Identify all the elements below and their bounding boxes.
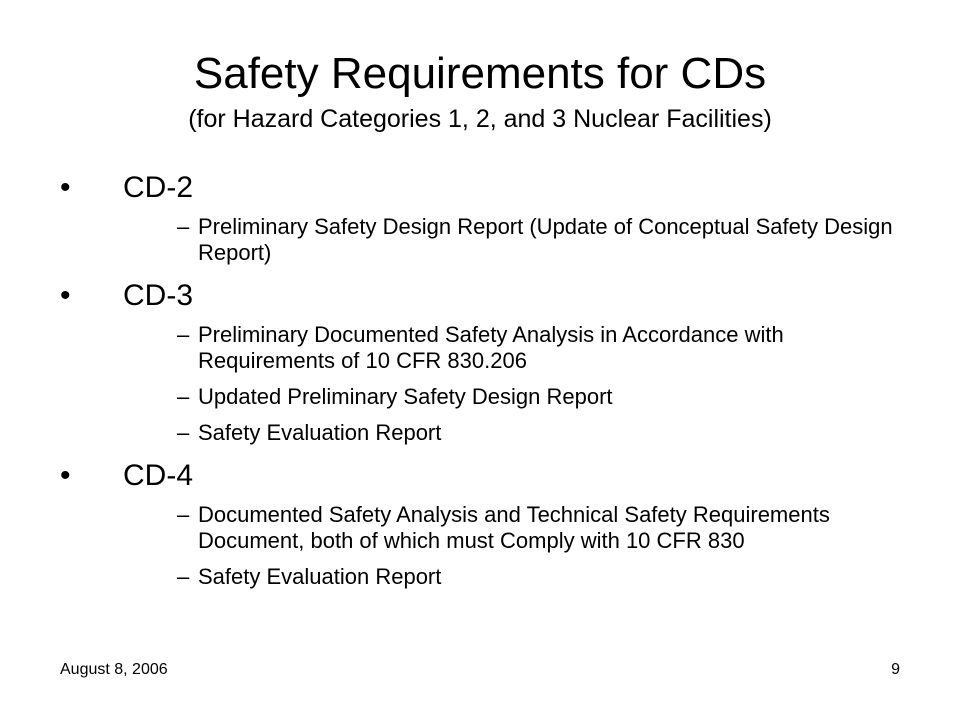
- sub-item-text: Safety Evaluation Report: [198, 564, 442, 589]
- sub-item-text: Preliminary Documented Safety Analysis in Accordance with Requirements of 10 CFR 830.206: [198, 322, 784, 373]
- sub-marker: –: [177, 420, 190, 445]
- slide-subtitle: (for Hazard Categories 1, 2, and 3 Nuclear Facilities): [188, 105, 772, 133]
- footer-date: August 8, 2006: [60, 661, 168, 678]
- sub-item-text: Updated Preliminary Safety Design Report: [198, 384, 613, 409]
- bullet-item-cd2: [60, 168, 910, 266]
- title-block: [40, 48, 920, 134]
- sub-list: [123, 502, 910, 590]
- page-number: 9: [891, 661, 900, 678]
- sub-item-text: Preliminary Safety Design Report (Update of Conceptual Safety Design Report): [198, 214, 893, 265]
- sub-item: [123, 214, 910, 266]
- sub-item-text: Documented Safety Analysis and Technical Safety Requirements Document, both of which must Comply with 10 CFR 830: [198, 502, 830, 553]
- bullet-label: CD-4: [123, 459, 194, 492]
- bullet-marker: •: [60, 279, 71, 312]
- sub-item: [123, 384, 910, 410]
- bullet-marker: •: [60, 459, 71, 492]
- sub-item-text: Safety Evaluation Report: [198, 420, 442, 445]
- sub-item: [123, 420, 910, 446]
- sub-marker: –: [177, 214, 190, 239]
- slide-title: Safety Requirements for CDs: [193, 49, 767, 98]
- sub-marker: –: [177, 564, 190, 589]
- bullet-item-cd4: [60, 456, 910, 590]
- bullet-marker: •: [60, 171, 71, 204]
- sub-marker: –: [177, 384, 190, 409]
- sub-item: [123, 322, 910, 374]
- sub-list: [123, 322, 910, 446]
- sub-item: [123, 564, 910, 590]
- sub-list: [123, 214, 910, 266]
- bullet-item-cd3: [60, 276, 910, 446]
- bullet-label: CD-2: [123, 171, 194, 204]
- sub-marker: –: [177, 322, 190, 347]
- sub-item: [123, 502, 910, 554]
- bullet-label: CD-3: [123, 279, 194, 312]
- bullet-list: [60, 168, 910, 600]
- sub-marker: –: [177, 502, 190, 527]
